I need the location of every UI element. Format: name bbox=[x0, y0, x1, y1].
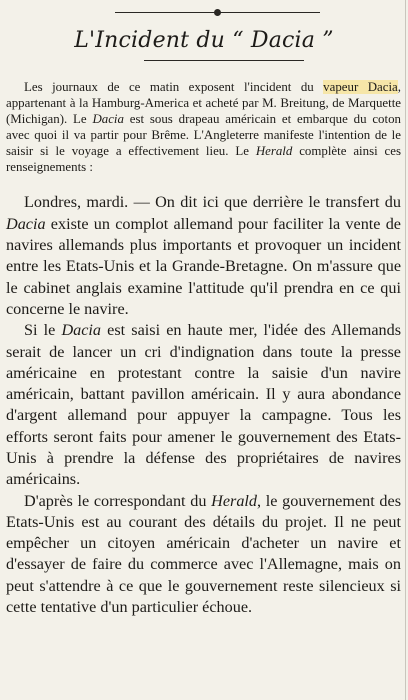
government-text-2: , le gouvernement des Etats-Unis est au courant des détails du projet. Il ne peut empêcher un citoyen américain d'acheter un navire et d'essayer de faire du commerce avec l'Allemagne, mais on peut s'attendre à ce que le gouvernement reste silencieux si cette tentative d'un particulier échoue. bbox=[6, 491, 402, 617]
intro-text-2: , appartenant à la Hamburg-America et acheté par M. Breitung, de Marquette (Michigan). Le bbox=[6, 80, 401, 126]
dispatch-text-2: existe un complot allemand pour faciliter la vente de navires allemands plus importants et provoquer un incident entre les Etats-Unis et la Grande-Bretagne. On m'assure que le cabinet anglais examine l'attitude qu'il prendra en ce qui concerne le navire. bbox=[6, 214, 401, 318]
ship-name: Dacia bbox=[6, 214, 46, 233]
column-edge bbox=[405, 0, 406, 700]
highlighted-term: vapeur Dacia bbox=[323, 80, 398, 94]
intro-text-4: complète ainsi ces renseignements : bbox=[6, 143, 402, 174]
government-text-1: D'après le correspondant du bbox=[24, 491, 212, 510]
intro-paragraph bbox=[6, 80, 401, 175]
ship-name: Dacia bbox=[61, 321, 102, 340]
dispatch-paragraph bbox=[6, 192, 401, 320]
seizure-text-1: Si le bbox=[24, 321, 62, 340]
government-paragraph bbox=[6, 491, 401, 619]
title-underline bbox=[144, 60, 304, 61]
intro-text-1: Les journaux de ce matin exposent l'incident du bbox=[24, 80, 324, 94]
newspaper-name: Herald bbox=[255, 143, 293, 158]
intro-text-3: est sous drapeau américain et embarque du coton avec quoi il va partir pour Brême. L'Angleterre manifeste l'intention de le saisir si le voyage a effectivement lieu. Le bbox=[6, 111, 401, 158]
article-body bbox=[6, 80, 401, 618]
seizure-text-2: est saisi en haute mer, l'idée des Allemands serait de lancer un cri d'indignation dans toute la presse américaine en protestant contre la saisie d'un navire américain, battant pavillon américain. Il y aura abondance d'argent allemand pour appuyer la campagne. Tous les efforts seront faits pour amener le gouvernement des Etats-Unis à prendre la défense des propriétaires de navires américains. bbox=[6, 321, 401, 489]
top-rule-ornament bbox=[214, 9, 221, 16]
seizure-paragraph bbox=[6, 320, 401, 490]
dispatch-text-1: Londres, mardi. — On dit ici que derrière le transfert du bbox=[24, 193, 401, 212]
article-title: L'Incident du “ Dacia ” bbox=[74, 28, 334, 53]
ship-name: Dacia bbox=[92, 111, 124, 126]
newspaper-name: Herald bbox=[211, 491, 257, 510]
